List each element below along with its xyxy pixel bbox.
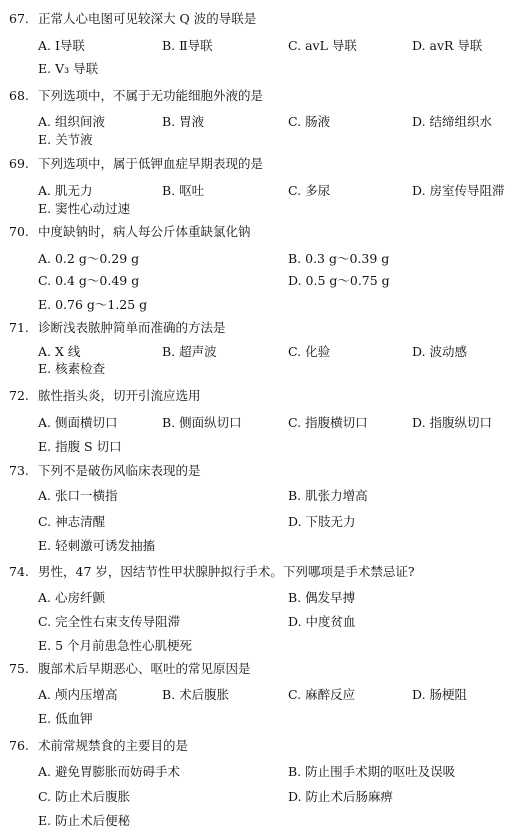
answer-option[interactable]: B. 侧面纵切口 bbox=[162, 415, 242, 430]
answer-option[interactable]: A. 组织间液 bbox=[38, 114, 105, 129]
answer-option[interactable]: D. 房室传导阻滞 bbox=[412, 183, 505, 198]
answer-option[interactable]: D. 中度贫血 bbox=[288, 614, 356, 629]
question-stem: 正常人心电图可见较深大 Q 波的导联是 bbox=[38, 11, 257, 26]
answer-option[interactable]: B. 超声波 bbox=[162, 344, 217, 359]
answer-option[interactable]: A. 心房纤颤 bbox=[38, 590, 105, 605]
answer-option[interactable]: A. 张口一横指 bbox=[38, 488, 118, 503]
answer-option[interactable]: C. 0.4 g～0.49 g bbox=[38, 273, 140, 288]
question-number: 72. bbox=[9, 388, 29, 403]
question-number: 69. bbox=[9, 156, 29, 171]
question-stem: 下列不是破伤风临床表现的是 bbox=[38, 463, 201, 478]
answer-option[interactable]: D. 肠梗阻 bbox=[412, 687, 468, 702]
answer-option[interactable]: C. 麻醉反应 bbox=[288, 687, 356, 702]
answer-option[interactable]: B. 防止围手术期的呕吐及误吸 bbox=[288, 764, 456, 779]
question-number: 75. bbox=[9, 661, 29, 676]
answer-option[interactable]: C. 防止术后腹胀 bbox=[38, 789, 131, 804]
answer-option[interactable]: D. 结缔组织水 bbox=[412, 114, 493, 129]
answer-option[interactable]: B. 偶发早搏 bbox=[288, 590, 356, 605]
answer-option[interactable]: E. 关节液 bbox=[38, 132, 93, 147]
answer-option[interactable]: E. 轻刺激可诱发抽搐 bbox=[38, 538, 156, 553]
answer-option[interactable]: C. 肠液 bbox=[288, 114, 331, 129]
answer-option[interactable]: B. 呕吐 bbox=[162, 183, 205, 198]
question-number: 71. bbox=[9, 320, 29, 335]
answer-option[interactable]: C. 多尿 bbox=[288, 183, 331, 198]
answer-option[interactable]: C. 化验 bbox=[288, 344, 331, 359]
answer-option[interactable]: B. 胃液 bbox=[162, 114, 205, 129]
answer-option[interactable]: E. 窦性心动过速 bbox=[38, 201, 131, 216]
answer-option[interactable]: A. X 线 bbox=[38, 344, 81, 359]
question-stem: 脓性指头炎，切开引流应选用 bbox=[38, 388, 201, 403]
question-stem: 腹部术后早期恶心、呕吐的常见原因是 bbox=[38, 661, 251, 676]
answer-option[interactable]: C. 神志清醒 bbox=[38, 514, 106, 529]
question-stem: 下列选项中，属于低钾血症早期表现的是 bbox=[38, 156, 264, 171]
question-number: 76. bbox=[9, 738, 29, 753]
answer-option[interactable]: E. 5 个月前患急性心肌梗死 bbox=[38, 638, 192, 653]
answer-option[interactable]: B. Ⅱ导联 bbox=[162, 38, 213, 53]
question-number: 73. bbox=[9, 463, 29, 478]
question-stem: 中度缺钠时，病人每公斤体重缺氯化钠 bbox=[38, 224, 251, 239]
answer-option[interactable]: E. 核素检查 bbox=[38, 361, 106, 376]
answer-option[interactable]: D. 波动感 bbox=[412, 344, 468, 359]
answer-option[interactable]: A. 肌无力 bbox=[38, 183, 93, 198]
question-stem: 诊断浅表脓肿简单而准确的方法是 bbox=[38, 320, 226, 335]
answer-option[interactable]: E. 指腹 S 切口 bbox=[38, 439, 122, 454]
question-number: 67. bbox=[9, 11, 29, 26]
answer-option[interactable]: E. V₃ 导联 bbox=[38, 61, 99, 76]
answer-option[interactable]: B. 0.3 g～0.39 g bbox=[288, 251, 390, 266]
question-number: 68. bbox=[9, 88, 29, 103]
answer-option[interactable]: A. Ⅰ导联 bbox=[38, 38, 85, 53]
question-number: 70. bbox=[9, 224, 29, 239]
answer-option[interactable]: E. 0.76 g～1.25 g bbox=[38, 297, 148, 312]
answer-option[interactable]: A. 0.2 g～0.29 g bbox=[38, 251, 140, 266]
answer-option[interactable]: C. 完全性右束支传导阻滞 bbox=[38, 614, 181, 629]
answer-option[interactable]: A. 避免胃膨胀而妨碍手术 bbox=[38, 764, 180, 779]
answer-option[interactable]: A. 颅内压增高 bbox=[38, 687, 118, 702]
question-number: 74. bbox=[9, 564, 29, 579]
answer-option[interactable]: E. 低血钾 bbox=[38, 711, 93, 726]
answer-option[interactable]: E. 防止术后便秘 bbox=[38, 813, 131, 828]
answer-option[interactable]: B. 肌张力增高 bbox=[288, 488, 368, 503]
answer-option[interactable]: D. avR 导联 bbox=[412, 38, 483, 53]
question-stem: 下列选项中，不属于无功能细胞外液的是 bbox=[38, 88, 264, 103]
answer-option[interactable]: C. avL 导联 bbox=[288, 38, 357, 53]
answer-option[interactable]: A. 侧面横切口 bbox=[38, 415, 118, 430]
answer-option[interactable]: D. 下肢无力 bbox=[288, 514, 356, 529]
answer-option[interactable]: D. 指腹纵切口 bbox=[412, 415, 493, 430]
answer-option[interactable]: C. 指腹横切口 bbox=[288, 415, 368, 430]
answer-option[interactable]: D. 0.5 g～0.75 g bbox=[288, 273, 390, 288]
question-stem: 男性，47 岁，因结节性甲状腺肿拟行手术。下列哪项是手术禁忌证? bbox=[38, 564, 415, 579]
answer-option[interactable]: D. 防止术后肠麻痹 bbox=[288, 789, 394, 804]
question-stem: 术前常规禁食的主要目的是 bbox=[38, 738, 189, 753]
answer-option[interactable]: B. 术后腹胀 bbox=[162, 687, 230, 702]
